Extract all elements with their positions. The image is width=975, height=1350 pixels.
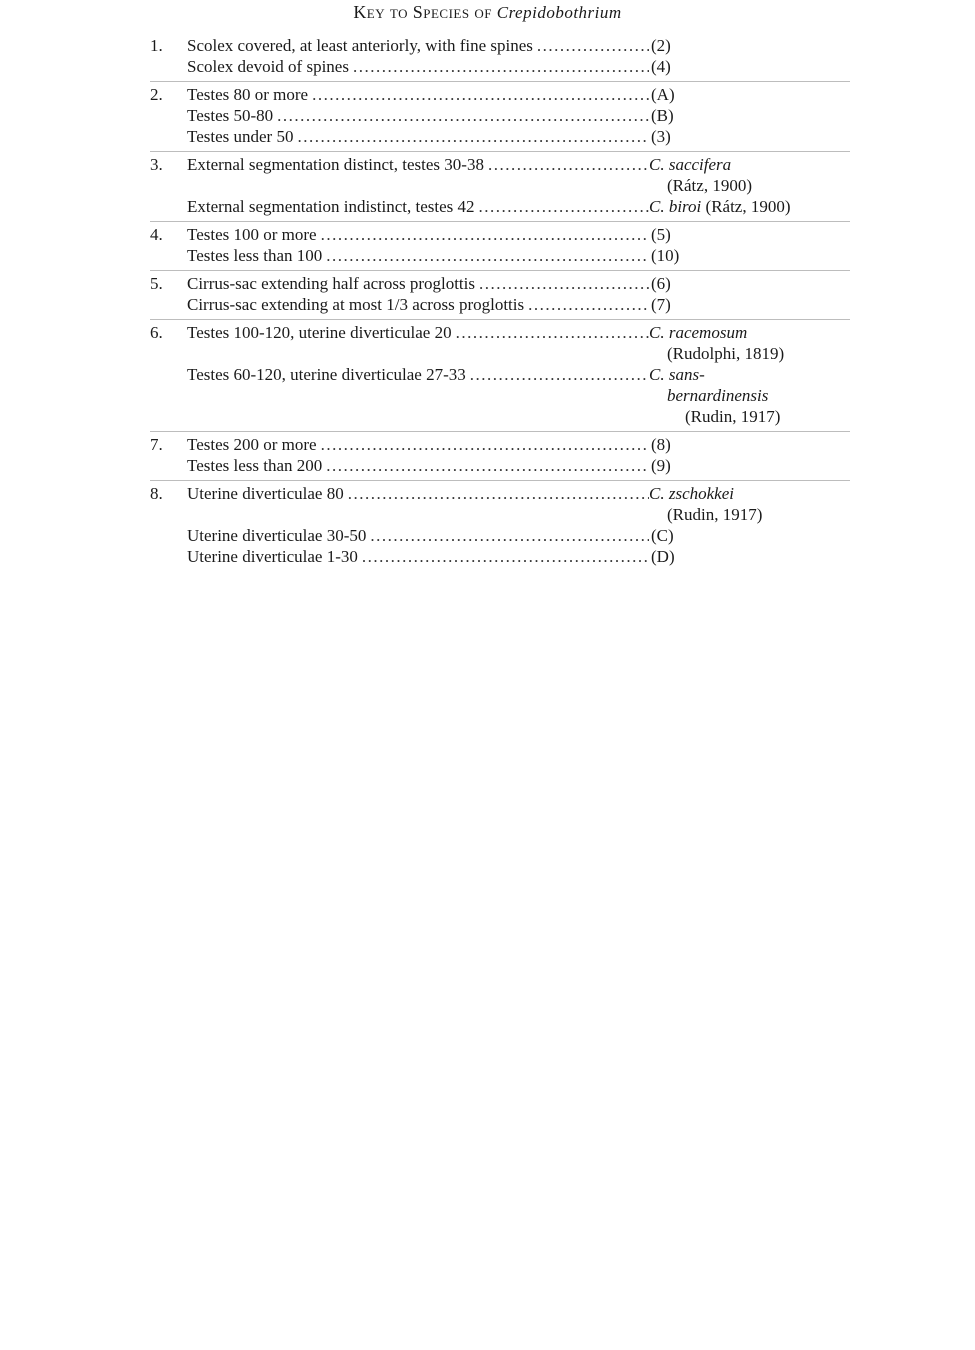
leader-dots <box>326 245 649 266</box>
couplet-4 <box>150 221 850 270</box>
key-lead <box>187 245 850 266</box>
lead-reference: (7) <box>651 295 671 314</box>
leader-dots <box>321 224 649 245</box>
lead-reference: (6) <box>651 274 671 293</box>
species-result <box>649 154 819 196</box>
leader-dots <box>488 154 649 175</box>
couplet-number: 4. <box>150 225 163 244</box>
couplet-2 <box>150 81 850 151</box>
title-key: Key <box>353 2 386 22</box>
leader-dots <box>370 525 649 546</box>
lead-text: Uterine diverticulae 30-50 <box>187 526 367 545</box>
leader-dots <box>470 364 649 385</box>
key-lead <box>187 483 850 525</box>
lead-text: Testes 100-120, uterine diverticulae 20 <box>187 323 452 342</box>
leader-dots <box>456 322 649 343</box>
lead-reference: (5) <box>651 225 671 244</box>
lead-text: Testes under 50 <box>187 127 294 146</box>
key-lead <box>187 224 850 245</box>
lead-reference: (B) <box>651 106 674 125</box>
lead-text: Testes 200 or more <box>187 435 317 454</box>
couplet-number: 7. <box>150 435 163 454</box>
lead-text: Testes 60-120, uterine diverticulae 27-33 <box>187 365 466 384</box>
lead-reference: (3) <box>651 127 671 146</box>
key-lead <box>187 126 850 147</box>
species-name: C. biroi <box>649 197 702 216</box>
lead-text: Scolex covered, at least anteriorly, with fine spines <box>187 36 533 55</box>
species-authority: (Rátz, 1900) <box>705 197 791 216</box>
species-authority: (Rudolphi, 1819) <box>667 344 785 363</box>
leader-dots <box>528 294 649 315</box>
title-genus: Crepidobothrium <box>496 3 622 22</box>
lead-reference: (D) <box>651 547 675 566</box>
key-lead <box>187 105 850 126</box>
couplet-5 <box>150 270 850 319</box>
leader-dots <box>326 455 649 476</box>
species-name: C. zschokkei <box>649 484 734 503</box>
couplet-8 <box>150 480 850 571</box>
key-lead <box>187 546 850 567</box>
species-name: C. racemosum <box>649 323 748 342</box>
key-lead <box>187 84 850 105</box>
couplet-3 <box>150 151 850 221</box>
key-lead <box>187 434 850 455</box>
key-lead <box>187 196 850 217</box>
couplet-7 <box>150 431 850 480</box>
lead-text: Testes less than 200 <box>187 456 323 475</box>
species-authority: (Rudin, 1917) <box>667 505 763 524</box>
leader-dots <box>277 105 649 126</box>
key-lead <box>187 35 850 56</box>
lead-text: Testes 50-80 <box>187 106 274 125</box>
couplet-number: 1. <box>150 36 163 55</box>
lead-text: External segmentation indistinct, testes 42 <box>187 197 475 216</box>
lead-text: Uterine diverticulae 80 <box>187 484 344 503</box>
species-name-continued: bernardinensis <box>667 386 769 405</box>
key-lead <box>187 273 850 294</box>
key-lead <box>187 364 850 427</box>
couplet-number: 6. <box>150 323 163 342</box>
lead-text: Testes 100 or more <box>187 225 317 244</box>
key-lead <box>187 525 850 546</box>
couplet-6 <box>150 319 850 431</box>
key-lead <box>187 294 850 315</box>
lead-reference: (10) <box>651 246 680 265</box>
species-result <box>649 364 819 427</box>
lead-text: Cirrus-sac extending half across proglottis <box>187 274 475 293</box>
leader-dots <box>321 434 649 455</box>
page-title <box>0 2 975 23</box>
lead-text: External segmentation distinct, testes 30-38 <box>187 155 484 174</box>
key-lead <box>187 455 850 476</box>
leader-dots <box>297 126 649 147</box>
couplet-number: 3. <box>150 155 163 174</box>
species-name: C. sans- <box>649 365 705 384</box>
couplet-1 <box>150 33 850 81</box>
couplet-number: 8. <box>150 484 163 503</box>
couplet-number: 2. <box>150 85 163 104</box>
leader-dots <box>537 35 649 56</box>
leader-dots <box>479 273 649 294</box>
lead-text: Testes 80 or more <box>187 85 309 104</box>
key-lead <box>187 56 850 77</box>
leader-dots <box>479 196 649 217</box>
title-of: of <box>474 2 492 22</box>
lead-reference: (9) <box>651 456 671 475</box>
lead-reference: (A) <box>651 85 675 104</box>
species-authority: (Rudin, 1917) <box>685 407 781 426</box>
leader-dots <box>362 546 649 567</box>
lead-reference: (C) <box>651 526 674 545</box>
species-result <box>649 196 819 217</box>
leader-dots <box>312 84 649 105</box>
lead-reference: (2) <box>651 36 671 55</box>
lead-reference: (8) <box>651 435 671 454</box>
lead-text: Uterine diverticulae 1-30 <box>187 547 358 566</box>
species-result <box>649 322 819 364</box>
species-name: C. saccifera <box>649 155 732 174</box>
title-to: to <box>389 2 408 22</box>
key-lead <box>187 322 850 364</box>
lead-reference: (4) <box>651 57 671 76</box>
couplet-number: 5. <box>150 274 163 293</box>
leader-dots <box>348 483 649 504</box>
species-authority: (Rátz, 1900) <box>667 176 752 195</box>
lead-text: Cirrus-sac extending at most 1/3 across proglottis <box>187 295 525 314</box>
species-result <box>649 483 819 525</box>
key-lead <box>187 154 850 196</box>
leader-dots <box>353 56 649 77</box>
title-species: Species <box>412 2 470 22</box>
species-key <box>150 33 850 571</box>
lead-text: Scolex devoid of spines <box>187 57 349 76</box>
lead-text: Testes less than 100 <box>187 246 323 265</box>
